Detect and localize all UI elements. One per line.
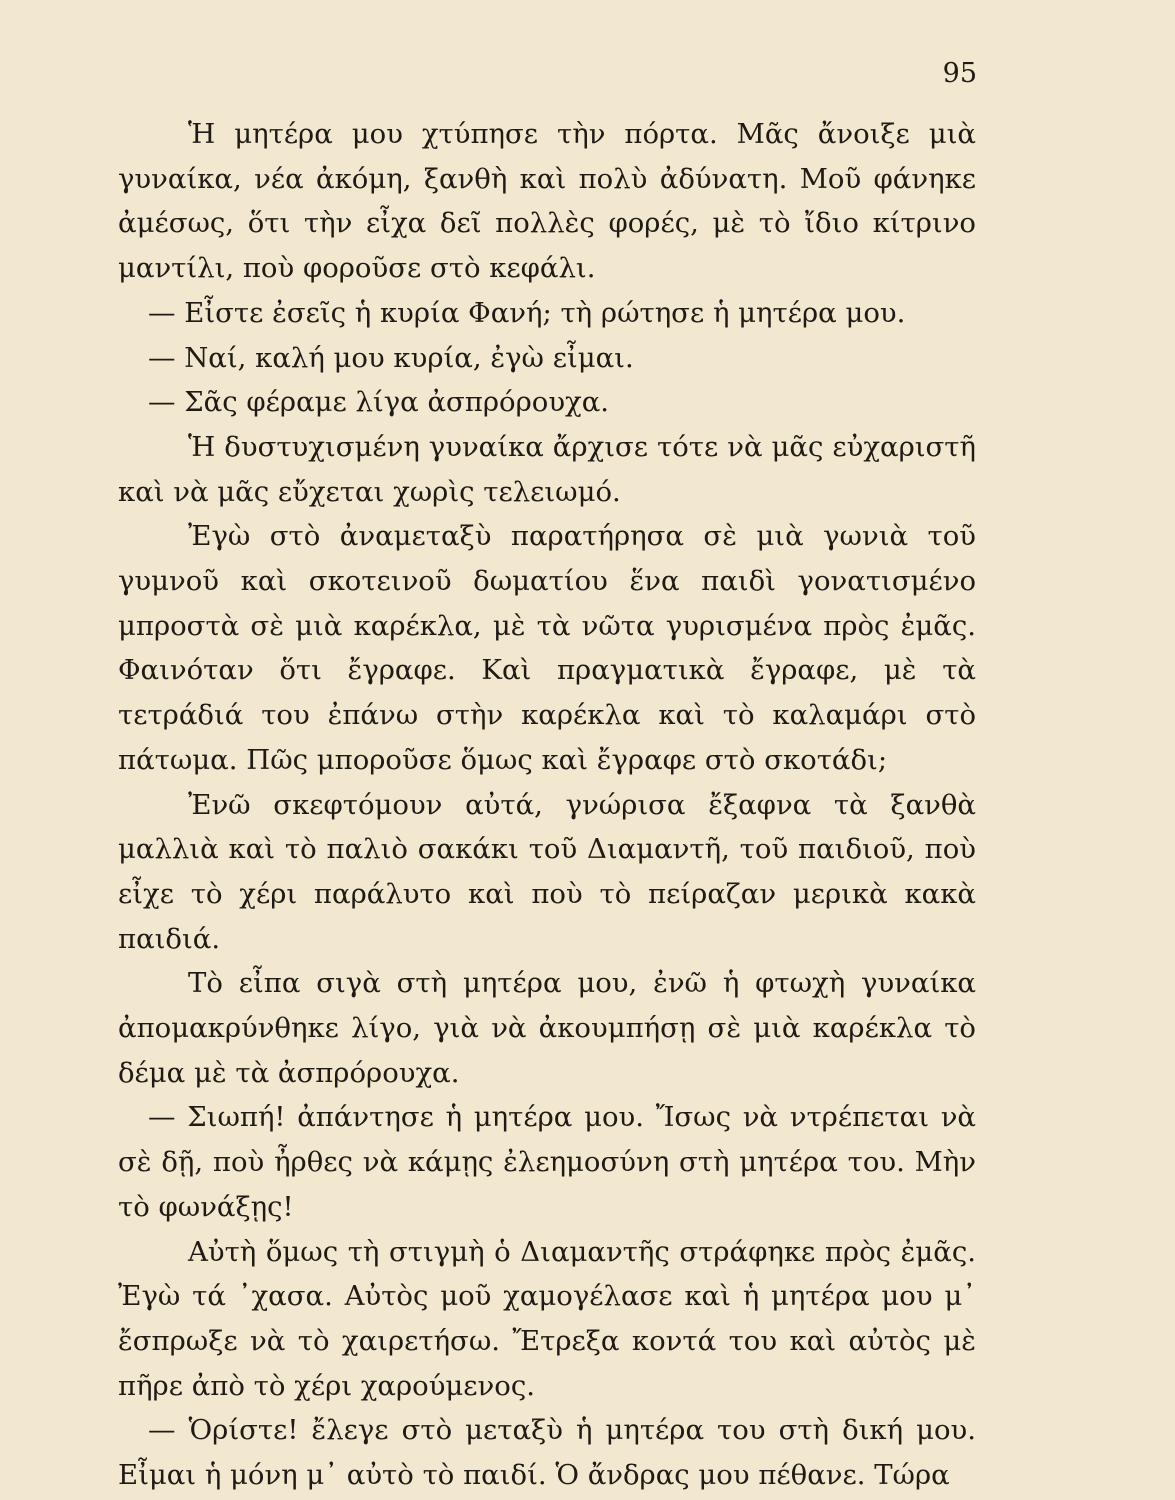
dialogue-line: — Εἶστε ἐσεῖς ἡ κυρία Φανή; τὴ ρώτησε ἡ μητέρα μου. <box>148 296 906 329</box>
paragraph: Τὸ εἶπα σιγὰ στὴ μητέρα μου, ἐνῶ ἡ φτωχὴ γυναίκα ἀπομακρύνθηκε λίγο, γιὰ νὰ ἀκουμπήσῃ σὲ μιὰ καρέκλα τὸ δέμα μὲ τὰ ἀσπρόρουχα. <box>118 967 976 1089</box>
paragraph: Ἐγὼ στὸ ἀναμεταξὺ παρατήρησα σὲ μιὰ γωνιὰ τοῦ γυμνοῦ καὶ σκοτεινοῦ δωματίου ἕνα παιδὶ γονατισμένο μπροστὰ σὲ μιὰ καρέκλα, μὲ τὰ νῶτα γυρισμένα πρὸς ἐμᾶς. Φαινόταν ὅτι ἔγραφε. Καὶ πραγματικὰ ἔγραφε, μὲ τὰ τετράδιά του ἐπάνω στὴν καρέκλα καὶ τὸ καλαμάρι στὸ πάτωμα. Πῶς μποροῦσε ὅμως καὶ ἔγραφε στὸ σκοτάδι; <box>118 520 976 776</box>
text-block <box>118 112 976 1498</box>
dialogue-line: — Σιωπή! ἀπάντησε ἡ μητέρα μου. Ἴσως νὰ ντρέπεται νὰ σὲ δῇ, ποὺ ἦρθες νὰ κάμῃς ἐλεημοσύνη στὴ μητέρα του. Μὴν τὸ φωνάξῃς! <box>118 1101 976 1223</box>
page-number: 95 <box>942 58 977 89</box>
paragraph: Αὐτὴ ὅμως τὴ στιγμὴ ὁ Διαμαντῆς στράφηκε πρὸς ἐμᾶς. Ἐγὼ τά ᾿χασα. Αὐτὸς μοῦ χαμογέλασε καὶ ἡ μητέρα μου μ᾿ ἔσπρωξε νὰ τὸ χαιρετήσω. Ἔτρεξα κοντά του καὶ αὐτὸς μὲ πῆρε ἀπὸ τὸ χέρι χαρούμενος. <box>118 1235 976 1402</box>
dialogue-line: — Σᾶς φέραμε λίγα ἀσπρόρουχα. <box>148 386 610 419</box>
paragraph: Ἡ μητέρα μου χτύπησε τὴν πόρτα. Μᾶς ἄνοιξε μιὰ γυναίκα, νέα ἀκόμη, ξανθὴ καὶ πολὺ ἀδύνατη. Μοῦ φάνηκε ἀμέσως, ὅτι τὴν εἶχα δεῖ πολλὲς φορές, μὲ τὸ ἴδιο κίτρινο μαντίλι, ποὺ φοροῦσε στὸ κεφάλι. <box>118 118 976 285</box>
dialogue-line: — Ὁρίστε! ἔλεγε στὸ μεταξὺ ἡ μητέρα του στὴ δική μου. Εἶμαι ἡ μόνη μ᾿ αὐτὸ τὸ παιδί. Ὁ ἄνδρας μου πέθανε. Τώρα <box>118 1414 976 1492</box>
dialogue-line: — Ναί, καλή μου κυρία, ἐγὼ εἶμαι. <box>148 341 634 374</box>
paragraph: Ἐνῶ σκεφτόμουν αὐτά, γνώρισα ἔξαφνα τὰ ξανθὰ μαλλιὰ καὶ τὸ παλιὸ σακάκι τοῦ Διαμαντῆ, τοῦ παιδιοῦ, ποὺ εἶχε τὸ χέρι παράλυτο καὶ ποὺ τὸ πείραζαν μερικὰ κακὰ παιδιά. <box>118 788 976 955</box>
paragraph: Ἡ δυστυχισμένη γυναίκα ἄρχισε τότε νὰ μᾶς εὐχαριστῆ καὶ νὰ μᾶς εὔχεται χωρὶς τελειωμό. <box>118 430 976 508</box>
